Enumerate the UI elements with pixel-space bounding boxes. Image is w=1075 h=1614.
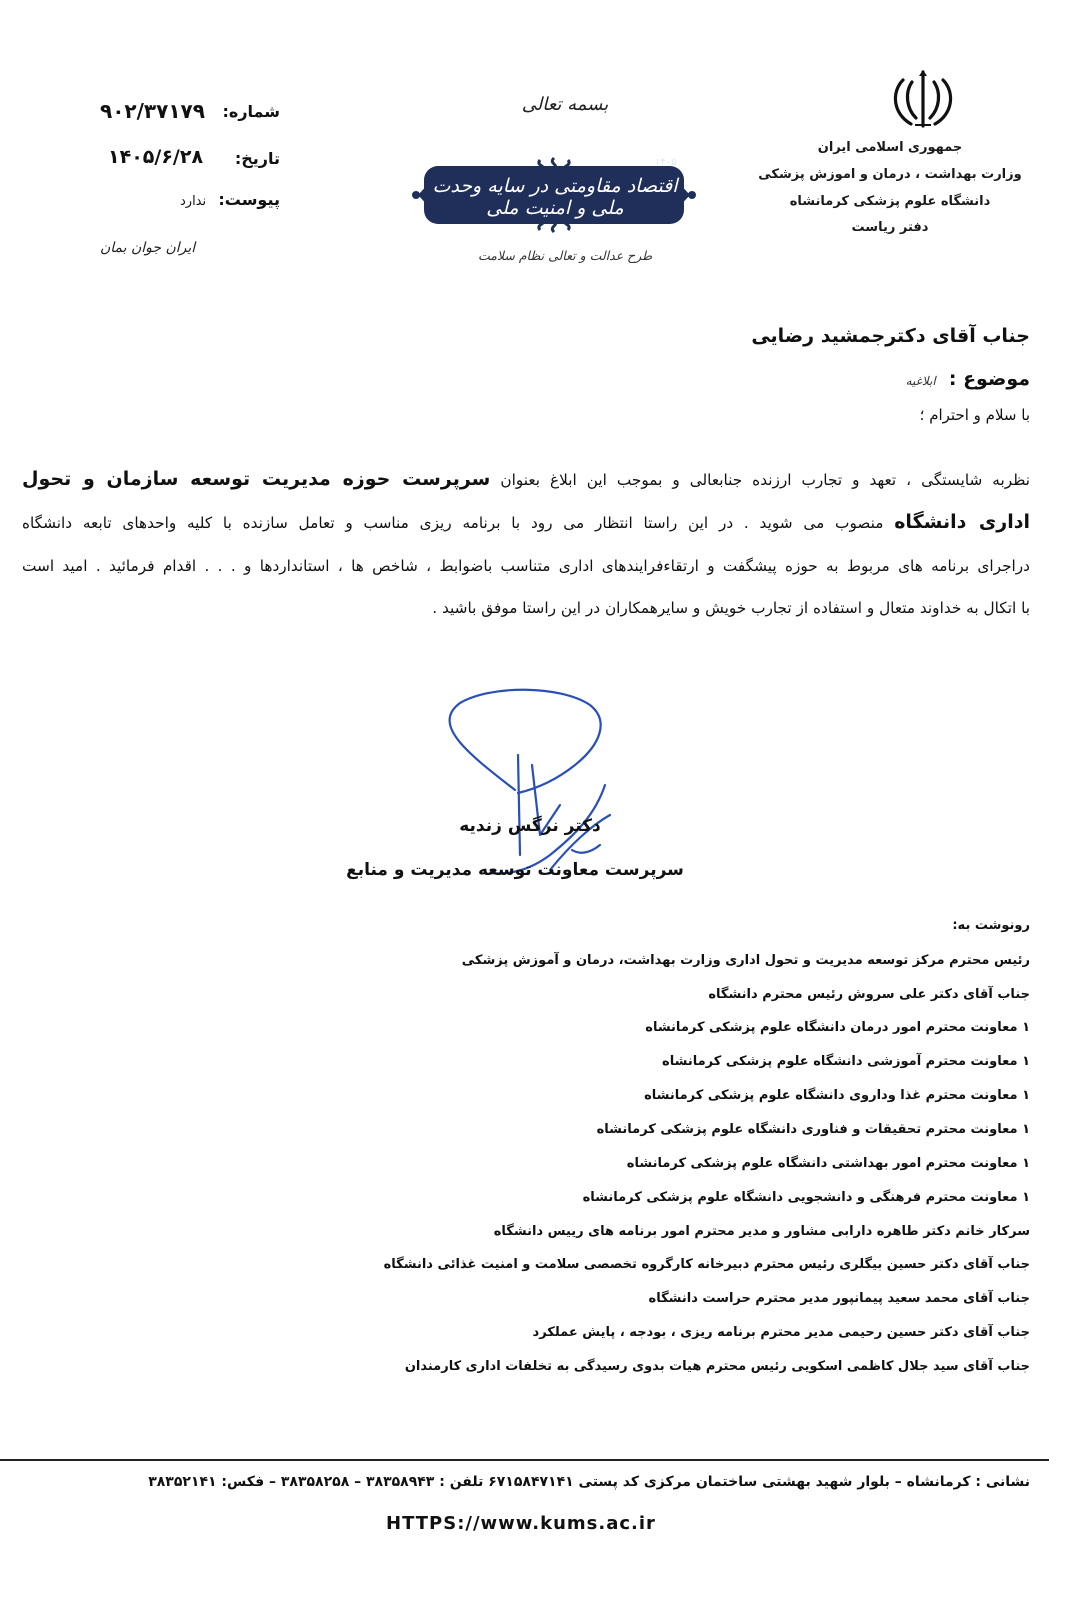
appointment-title-cont: اداری دانشگاه [894,511,1031,533]
cc-item: ۱ معاونت محترم فرهنگی و دانشجویی دانشگاه علوم پزشکی کرمانشاه [582,1190,1030,1205]
org-line-ministry: وزارت بهداشت ، درمان و اموزش پزشکی [758,167,1022,182]
signer-title: سرپرست معاونت توسعه مدیریت و منابع [346,860,684,880]
cc-item: جناب آقای دکتر حسین رحیمی مدیر محترم برنامه ریزی ، بودجه ، پایش عملکرد [532,1325,1030,1340]
footer-address: نشانی : کرمانشاه – بلوار شهید بهشتی ساختمان مرکزی کد پستی ۶۷۱۵۸۴۷۱۴۱ تلفن : ۳۸۳۵۸۹۴۳ – ۳۸۳۵۸۲۵۸ – فکس: ۳۸۳۵۲۱۴۱ [148,1474,1030,1490]
website-link[interactable]: HTTPS://www.kums.ac.ir [386,1513,656,1534]
subject-label: موضوع : [948,368,1030,390]
body-line-3-text: دراجرای برنامه های مربوط به حوزه پیشگفت و ارتقاءفرایندهای اداری متناسب باضوابط ، شاخص ها ، استانداردها و . . . اقدام فرمائید . امید است [22,557,1030,575]
number-label: شماره: [222,102,280,121]
cc-item: ۱ معاونت محترم غذا وداروی دانشگاه علوم پزشکی کرمانشاه [644,1088,1030,1103]
org-line-office: دفتر ریاست [851,220,929,235]
org-line-university: دانشگاه علوم پزشکی کرمانشاه [789,194,991,209]
body-line-2 [22,513,1030,532]
young-iran-motto: ایران جوان بمان [100,240,196,256]
appointment-title: سرپرست حوزه مدیریت توسعه سازمان و تحول [22,468,491,490]
cc-item: ۱ معاونت محترم امور درمان دانشگاه علوم پزشکی کرمانشاه [645,1020,1030,1035]
signer-name: دکتر نرگس زندیه [459,816,601,836]
cc-item: جناب آقای دکتر حسین بیگلری رئیس محترم دبیرخانه کارگروه تخصصی سلامت و امنیت غذائی دانشگاه [383,1257,1030,1272]
body-line-1 [22,470,1030,489]
year-slogan-year: ۱۴۰۵ [655,157,677,168]
bismillah-heading: بسمه تعالی [521,94,609,115]
cc-item: ۱ معاونت محترم تحقیقات و فناوری دانشگاه علوم پزشکی کرمانشاه [596,1122,1030,1137]
attachment-value: ندارد [180,194,207,209]
org-line-country: جمهوری اسلامی ایران [817,140,963,155]
handwritten-signature [360,685,680,885]
cc-title: رونوشت به: [952,918,1030,933]
cc-item: رئیس محترم مرکز توسعه مدیریت و تحول اداری وزارت بهداشت، درمان و آموزش پزشکی [461,953,1030,968]
cc-item: جناب آقای سید جلال کاظمی اسکویی رئیس محترم هیات بدوی رسیدگی به تخلفات اداری کارمندان [404,1359,1030,1374]
letter-date: ۱۴۰۵/۶/۲۸ [108,146,204,168]
body-line-4-text: با اتکال به خداوند متعال و استفاده از تجارب خویش و سایرهمکاران در این راستا موفق باشید . [432,599,1030,617]
letter-number: ۹۰۲/۳۷۱۷۹ [100,99,205,123]
cc-item: سرکار خانم دکتر طاهره دارابی مشاور و مدیر محترم امور برنامه های رییس دانشگاه [493,1224,1030,1239]
body-line-3 [22,559,1030,574]
body-line-1-text: نظربه شایستگی ، تعهد و تجارب ارزنده جنابعالی و بموجب این ابلاغ بعنوان [500,471,1030,489]
cc-item: ۱ معاونت محترم امور بهداشتی دانشگاه علوم پزشکی کرمانشاه [626,1156,1030,1171]
plan-motto: طرح عدالت و تعالی نظام سلامت [477,248,653,263]
subject-value: ابلاغیه [905,374,936,388]
cc-item: جناب آقای دکتر علی سروش رئیس محترم دانشگاه [708,987,1030,1002]
subject-row [906,368,1030,390]
cc-item: جناب آقای محمد سعید پیمانپور مدیر محترم حراست دانشگاه [648,1291,1030,1306]
iran-emblem-icon [889,68,957,130]
greeting: با سلام و احترام ؛ [919,406,1030,424]
footer-divider [0,1459,1049,1461]
date-label: تاریخ: [234,149,280,168]
body-line-4 [432,601,1030,616]
body-line-2-text: منصوب می شوید . در این راستا انتظار می رود با برنامه ریزی مناسب و تعامل سازنده با کلیه واحدهای تابعه دانشگاه [22,514,884,532]
attachment-label: پیوست: [218,190,280,209]
recipient-name: جناب آقای دکترجمشید رضایی [751,325,1030,347]
year-slogan-text: اقتصاد مقاومتی در سایه وحدت ملی و امنیت ملی [432,175,678,219]
cc-item: ۱ معاونت محترم آموزشی دانشگاه علوم پزشکی کرمانشاه [662,1054,1030,1069]
